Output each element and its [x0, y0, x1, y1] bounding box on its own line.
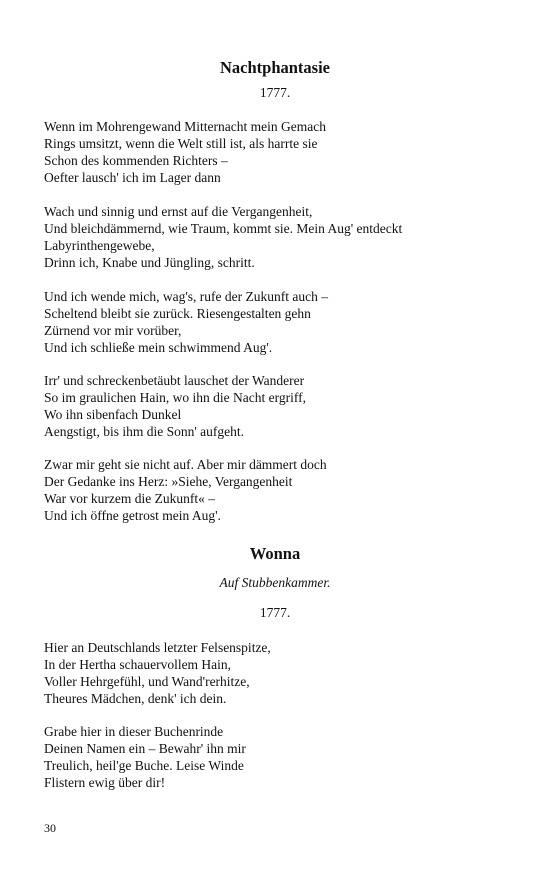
- verse-line: Hier an Deutschlands letzter Felsenspitze,: [44, 640, 271, 655]
- stanza: [44, 118, 524, 186]
- poem-date: 1777.: [259, 85, 291, 100]
- verse-line: So im graulichen Hain, wo ihn die Nacht ergriff,: [44, 390, 306, 405]
- stanza: [44, 203, 524, 271]
- verse-line: Schon des kommenden Richters –: [44, 153, 228, 168]
- verse-line: Aengstigt, bis ihm die Sonn' aufgeht.: [44, 424, 245, 439]
- poem-subtitle: Auf Stubbenkammer.: [219, 575, 331, 590]
- verse-line: Oefter lausch' ich im Lager dann: [44, 170, 221, 185]
- verse-line: Deinen Namen ein – Bewahr' ihn mir: [44, 741, 246, 756]
- poem-title: Nachtphantasie: [219, 58, 330, 77]
- stanza: [44, 372, 524, 440]
- verse-line: Und ich wende mich, wag's, rufe der Zukunft auch –: [44, 289, 328, 304]
- stanza: [44, 639, 524, 707]
- verse-line: Voller Hehrgefühl, und Wand'rerhitze,: [44, 674, 250, 689]
- poem-date: 1777.: [259, 605, 291, 620]
- verse-line: Grabe hier in dieser Buchenrinde: [44, 724, 224, 739]
- verse-line: Scheltend bleibt sie zurück. Riesengestalten gehn: [44, 306, 311, 321]
- stanza: [44, 456, 524, 524]
- verse-line: Rings umsitzt, wenn die Welt still ist, als harrte sie: [44, 136, 318, 151]
- verse-line: War vor kurzem die Zukunft« –: [44, 491, 215, 506]
- verse-line: In der Hertha schauervollem Hain,: [44, 657, 232, 672]
- stanza: [44, 723, 524, 791]
- stanza: [44, 288, 524, 356]
- poem-title: Wonna: [249, 544, 301, 563]
- verse-line: Treulich, heil'ge Buche. Leise Winde: [44, 758, 244, 773]
- verse-line: Drinn ich, Knabe und Jüngling, schritt.: [44, 255, 255, 270]
- verse-line: Irr' und schreckenbetäubt lauschet der Wanderer: [44, 373, 305, 388]
- page-number: 30: [44, 821, 56, 835]
- verse-line: Und bleichdämmernd, wie Traum, kommt sie. Mein Aug' entdeckt: [44, 221, 403, 236]
- verse-line: Zwar mir geht sie nicht auf. Aber mir dämmert doch: [44, 457, 327, 472]
- verse-line: Labyrinthengewebe,: [44, 238, 155, 253]
- verse-line: Theures Mädchen, denk' ich dein.: [44, 691, 227, 706]
- verse-line: Wenn im Mohrengewand Mitternacht mein Gemach: [44, 119, 326, 134]
- verse-line: Und ich öffne getrost mein Aug'.: [44, 508, 221, 523]
- verse-line: Und ich schließe mein schwimmend Aug'.: [44, 340, 273, 355]
- verse-line: Wo ihn sibenfach Dunkel: [44, 407, 182, 422]
- verse-line: Zürnend vor mir vorüber,: [44, 323, 182, 338]
- verse-line: Wach und sinnig und ernst auf die Vergangenheit,: [44, 204, 313, 219]
- verse-line: Flistern ewig über dir!: [44, 775, 166, 790]
- verse-line: Der Gedanke ins Herz: »Siehe, Vergangenheit: [44, 474, 293, 489]
